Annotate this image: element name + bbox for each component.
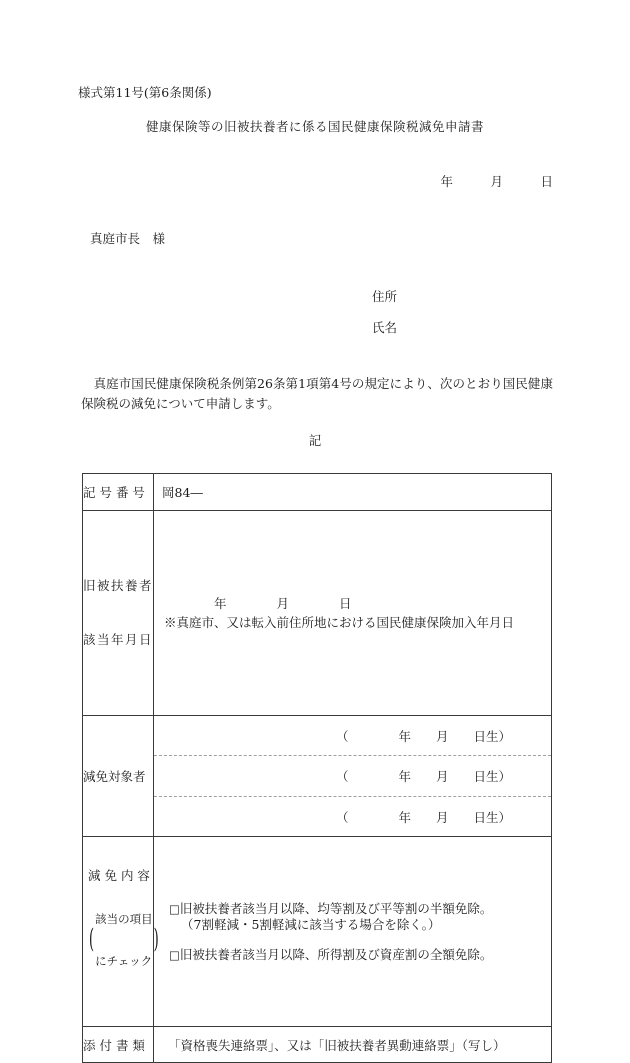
label-line-1: 旧被扶養者 [83,578,154,593]
record-heading: 記 [308,433,322,448]
application-date-line: 年 月 日 [440,174,553,189]
exemption-details-sublabel [88,884,160,996]
symbol-number-label: 記 号 番 号 [83,474,154,511]
subject-entry-3: （ 年 月 日生） [335,809,511,825]
date-entry-line: 年 月 日 [214,596,352,611]
exemption-subjects-cell [154,716,552,837]
left-paren-glyph: ( [89,925,95,955]
former-dependent-date-label [83,511,154,716]
exemption-option-full-text: 旧被扶養者該当月以降、所得割及び資産割の全額免除。 [179,946,493,962]
row-exemption-details [83,837,552,1027]
exemption-subjects-label: 減免対象者 [83,716,154,837]
subject-entry-1: （ 年 月 日生） [154,716,551,756]
attached-documents-value: 「資格喪失連絡票」、又は「旧被扶養者異動連絡票」（写し） [168,1037,506,1053]
attached-documents-label: 添 付 書 類 [83,1027,154,1063]
exemption-option-half-note: （7割軽減・5割軽減に該当する場合を除く。） [181,916,441,932]
application-statement: 真庭市国民健康保険税条例第26条第1項第4号の規定により、次のとおり国民健康保険税の減免について申請します。 [81,376,553,411]
address-label: 住所 [372,289,398,304]
date-entry-note: ※真庭市、又は転入前住所地における国民健康保険加入年月日 [164,615,515,630]
checkbox-icon: □ [169,901,180,916]
sublabel-line-1: 該当の項目 [95,912,153,926]
row-attached-documents [83,1027,552,1063]
document-title: 健康保険等の旧被扶養者に係る国民健康保険税減免申請書 [145,119,484,134]
symbol-number-value: 岡84― [162,485,203,500]
subject-entry-2: （ 年 月 日生） [154,756,551,797]
attached-documents-cell [154,1027,552,1063]
exemption-details-label: 減 免 内 容 [88,868,150,883]
addressee-mayor: 真庭市長 様 [90,231,166,246]
name-label: 氏名 [372,320,398,335]
right-paren-glyph: ) [153,925,159,955]
form-number: 様式第11号(第6条関係) [78,85,212,100]
label-line-2: 該当年月日 [83,632,154,647]
exemption-option-half [169,901,551,917]
row-exemption-subjects [83,716,552,837]
exemption-option-half-text: 旧被扶養者該当月以降、均等割及び平等割の半額免除。 [179,900,493,916]
row-symbol-number [83,474,552,511]
checkbox-icon: □ [169,947,180,962]
symbol-number-value-cell [154,474,552,511]
exemption-details-label-cell [83,837,159,1027]
exemption-option-full [169,947,551,963]
sublabel-line-2: にチェック [95,954,153,968]
exemption-details-cell [154,837,552,1027]
application-form-table [82,473,552,1063]
former-dependent-date-cell [154,511,552,716]
row-former-dependent-date [83,511,552,716]
